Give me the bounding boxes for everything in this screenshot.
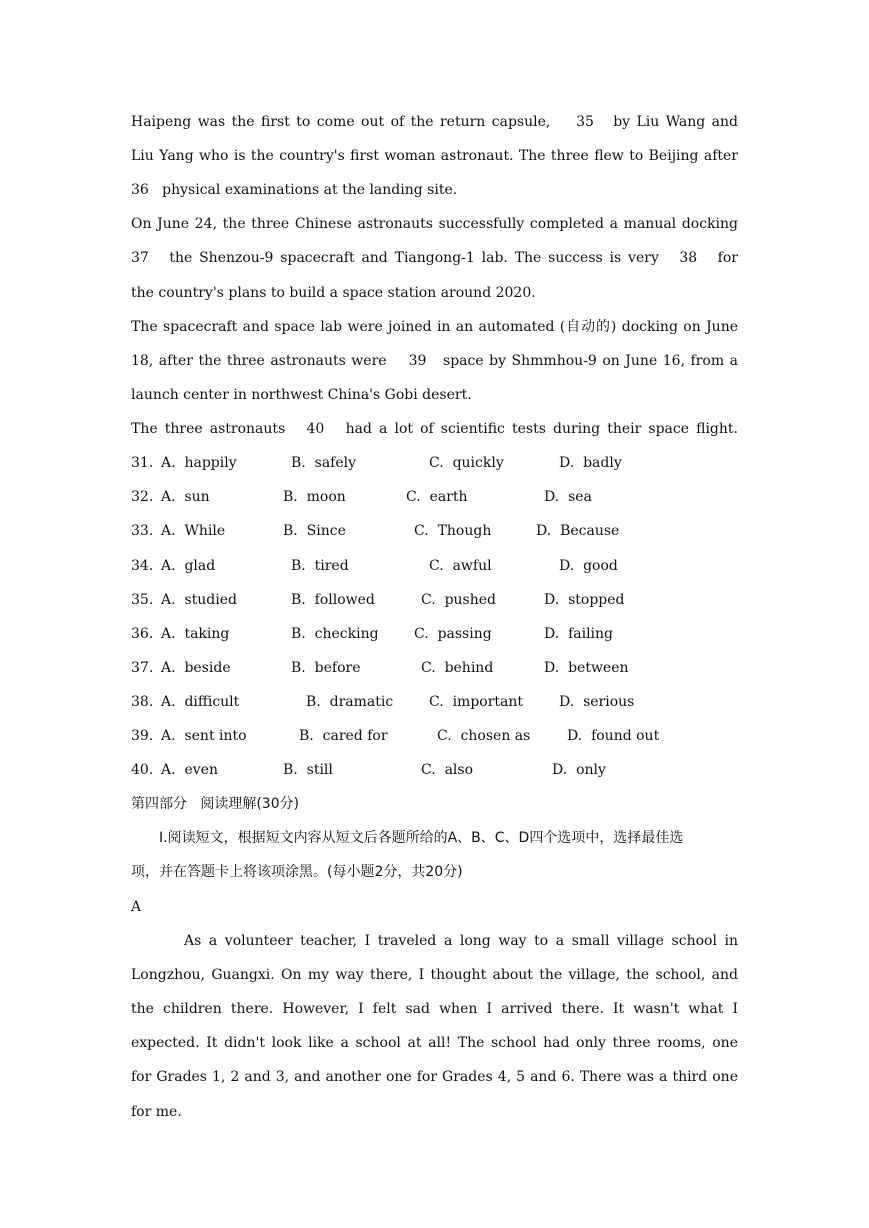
question-number: 37.	[131, 660, 154, 676]
option-a: A. sent into	[161, 728, 247, 744]
option-d: D. found out	[567, 728, 660, 744]
reading-line: Longzhou, Guangxi. On my way there, I thought about the village, the school, and	[131, 967, 738, 983]
passage-label: A	[131, 899, 142, 915]
passage-line: On June 24, the three Chinese astronauts successfully completed a manual docking	[131, 216, 738, 232]
passage-line: The three astronauts 40 had a lot of scientific tests during their space flight.	[131, 421, 738, 437]
option-b: B. before	[291, 660, 361, 676]
option-a: A. studied	[161, 592, 237, 608]
reading-line: As a volunteer teacher, I traveled a long way to a small village school in	[184, 933, 738, 949]
option-c: C. earth	[406, 489, 468, 505]
option-c: C. awful	[429, 558, 492, 574]
passage-line: 37 the Shenzou-9 spacecraft and Tiangong-1 lab. The success is very 38 for	[131, 250, 738, 266]
option-a: A. difficult	[161, 694, 240, 710]
option-a: A. beside	[161, 660, 231, 676]
reading-line: expected. It didn't look like a school at all! The school had only three rooms, one	[131, 1035, 738, 1051]
option-c: C. also	[421, 762, 474, 778]
question-number: 33.	[131, 523, 154, 539]
question-31-options	[131, 446, 751, 480]
option-b: B. still	[283, 762, 333, 778]
option-a: A. taking	[161, 626, 230, 642]
option-d: D. serious	[559, 694, 635, 710]
option-d: D. Because	[536, 523, 620, 539]
option-c: C. quickly	[429, 455, 504, 471]
question-number: 38.	[131, 694, 154, 710]
option-b: B. checking	[291, 626, 379, 642]
option-b: B. cared for	[299, 728, 388, 744]
option-c: C. passing	[414, 626, 492, 642]
option-b: B. safely	[291, 455, 357, 471]
passage-line: 18, after the three astronauts were 39 space by Shmmhou-9 on June 16, from a	[131, 353, 738, 369]
question-39-options	[131, 719, 751, 753]
question-35-options	[131, 583, 751, 617]
option-a: A. glad	[161, 558, 216, 574]
option-d: D. sea	[544, 489, 592, 505]
option-b: B. tired	[291, 558, 349, 574]
passage-line: launch center in northwest China's Gobi desert.	[131, 387, 472, 403]
section-title: 第四部分 阅读理解(30分)	[131, 796, 300, 812]
question-number: 35.	[131, 592, 154, 608]
option-b: B. moon	[283, 489, 346, 505]
question-40-options	[131, 753, 751, 787]
option-d: D. failing	[544, 626, 614, 642]
option-b: B. dramatic	[306, 694, 394, 710]
section-instruction: Ⅰ.阅读短文，根据短文内容从短文后各题所给的A、B、C、D四个选项中，选择最佳选	[159, 830, 684, 846]
question-number: 39.	[131, 728, 154, 744]
passage-line: 36 physical examinations at the landing site.	[131, 182, 458, 198]
option-d: D. good	[559, 558, 618, 574]
option-c: C. Though	[414, 523, 492, 539]
passage-line: Haipeng was the first to come out of the return capsule, 35 by Liu Wang and	[131, 114, 738, 130]
question-34-options	[131, 549, 751, 583]
question-32-options	[131, 480, 751, 514]
option-c: C. chosen as	[437, 728, 531, 744]
reading-line: for me.	[131, 1104, 182, 1120]
question-33-options	[131, 514, 751, 548]
option-d: D. badly	[559, 455, 622, 471]
option-a: A. While	[161, 523, 226, 539]
option-d: D. only	[552, 762, 606, 778]
option-b: B. followed	[291, 592, 375, 608]
question-number: 34.	[131, 558, 154, 574]
question-number: 36.	[131, 626, 154, 642]
question-number: 32.	[131, 489, 154, 505]
passage-line: The spacecraft and space lab were joined in an automated (自动的) docking on June	[131, 319, 738, 335]
option-c: C. pushed	[421, 592, 496, 608]
option-b: B. Since	[283, 523, 346, 539]
option-d: D. between	[544, 660, 629, 676]
question-38-options	[131, 685, 751, 719]
option-c: C. behind	[421, 660, 494, 676]
option-a: A. happily	[161, 455, 237, 471]
question-37-options	[131, 651, 751, 685]
option-a: A. sun	[161, 489, 210, 505]
passage-line: Liu Yang who is the country's first woman astronaut. The three flew to Beijing after	[131, 148, 738, 164]
question-number: 40.	[131, 762, 154, 778]
option-c: C. important	[429, 694, 524, 710]
passage-line: the country's plans to build a space station around 2020.	[131, 285, 536, 301]
question-number: 31.	[131, 455, 154, 471]
option-d: D. stopped	[544, 592, 625, 608]
question-36-options	[131, 617, 751, 651]
option-a: A. even	[161, 762, 218, 778]
reading-line: the children there. However, I felt sad when I arrived there. It wasn't what I	[131, 1001, 738, 1017]
section-instruction: 项，并在答题卡上将该项涂黑。(每小题2分，共20分)	[131, 864, 463, 880]
reading-line: for Grades 1, 2 and 3, and another one for Grades 4, 5 and 6. There was a third one	[131, 1069, 738, 1085]
